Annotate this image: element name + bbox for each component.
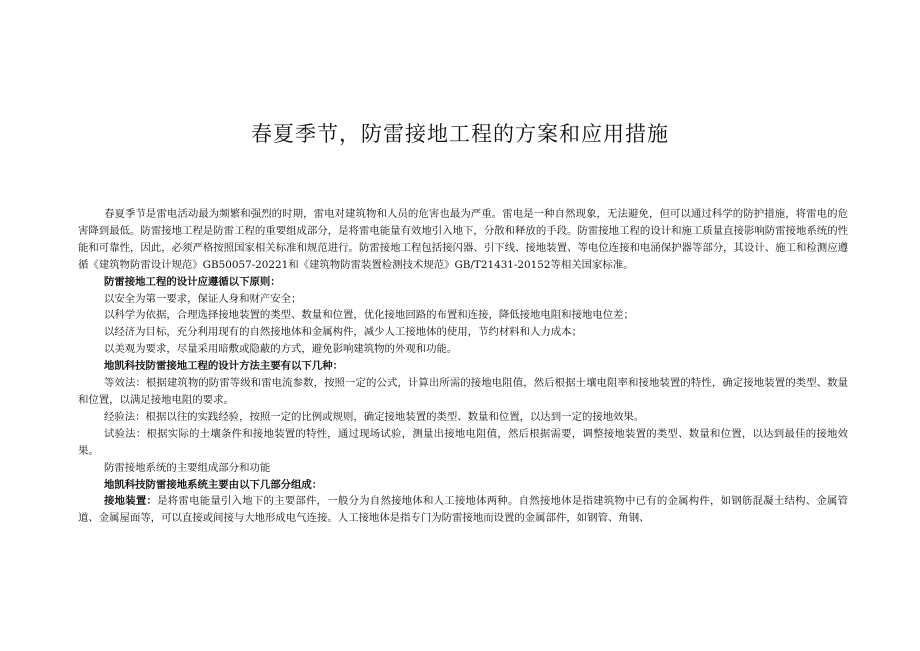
method-experience-paragraph: 经验法：根据以往的实践经验，按照一定的比例或规则，确定接地装置的类型、数量和位置，以达到一定的接地效果。: [104, 410, 645, 423]
grounding-text: 是将雷电能量引入地下的主要部件，一般分为自然接地体和人工接地体两种。自然接地体是指建筑物中已有的金属构件，如钢筋混凝土结构、金属管道、金属屋面等，可以直接或间接与大地形成电气连接。人工接地体是指专门为防雷接地而设置的金属部件，如钢管、角钢、: [78, 495, 849, 525]
grounding-paragraph: [78, 493, 848, 527]
document-body: [78, 206, 848, 527]
principle-item: 以安全为第一要求，保证人身和财产安全；: [104, 292, 302, 305]
components-line: 防雷接地系统的主要组成部分和功能: [104, 461, 271, 474]
components-heading: 地凯科技防雷接地系统主要由以下几部分组成：: [104, 478, 323, 491]
grounding-label: 接地装置：: [104, 495, 158, 508]
intro-paragraph: 春夏季节是雷电活动最为频繁和强烈的时期，雷电对建筑物和人员的危害也最为严重。雷电是一种自然现象，无法避免，但可以通过科学的防护措施，将雷电的危害降到最低。防雷接地工程是防雷工程的重要组成部分，是将雷电能量有效地引入地下，分散和释放的手段。防雷接地工程的设计和施工质量直接影响防雷接地系统的性能和可靠性，因此，必须严格按照国家相关标准和规范进行。防雷接地工程包括接闪器、引下线、接地装置、等电位连接和电涌保护器等部分，其设计、施工和检测应遵循《建筑物防雷设计规范》GB50057-20221和《建筑物防雷装置检测技术规范》GB/T21431-20152等相关国家标准。: [78, 208, 848, 271]
methods-heading: 地凯科技防雷接地工程的设计方法主要有以下几种：: [104, 360, 343, 373]
principles-heading: 防雷接地工程的设计应遵循以下原则：: [104, 275, 281, 288]
principle-item: 以经济为目标，充分利用现有的自然接地体和金属构件，减少人工接地体的使用，节约材料和人力成本；: [104, 326, 582, 339]
method-test-paragraph: 试验法：根据实际的土壤条件和接地装置的特性，通过现场试验，测量出接地电阻值，然后根据需要，调整接地装置的类型、数量和位置，以达到最佳的接地效果。: [78, 427, 848, 457]
principle-item: 以美观为要求，尽量采用暗敷或隐蔽的方式，避免影响建筑物的外观和功能。: [104, 343, 458, 356]
document-title: 春夏季节，防雷接地工程的方案和应用措施: [251, 122, 669, 146]
method-equivalent-paragraph: 等效法：根据建筑物的防雷等级和雷电流参数，按照一定的公式，计算出所需的接地电阻值，然后根据土壤电阻率和接地装置的特性，确定接地装置的类型、数量和位置，以满足接地电阻的要求。: [78, 377, 848, 406]
principle-item: 以科学为依据，合理选择接地装置的类型、数量和位置，优化接地回路的布置和连接，降低接地电阻和接地电位差；: [104, 309, 634, 322]
